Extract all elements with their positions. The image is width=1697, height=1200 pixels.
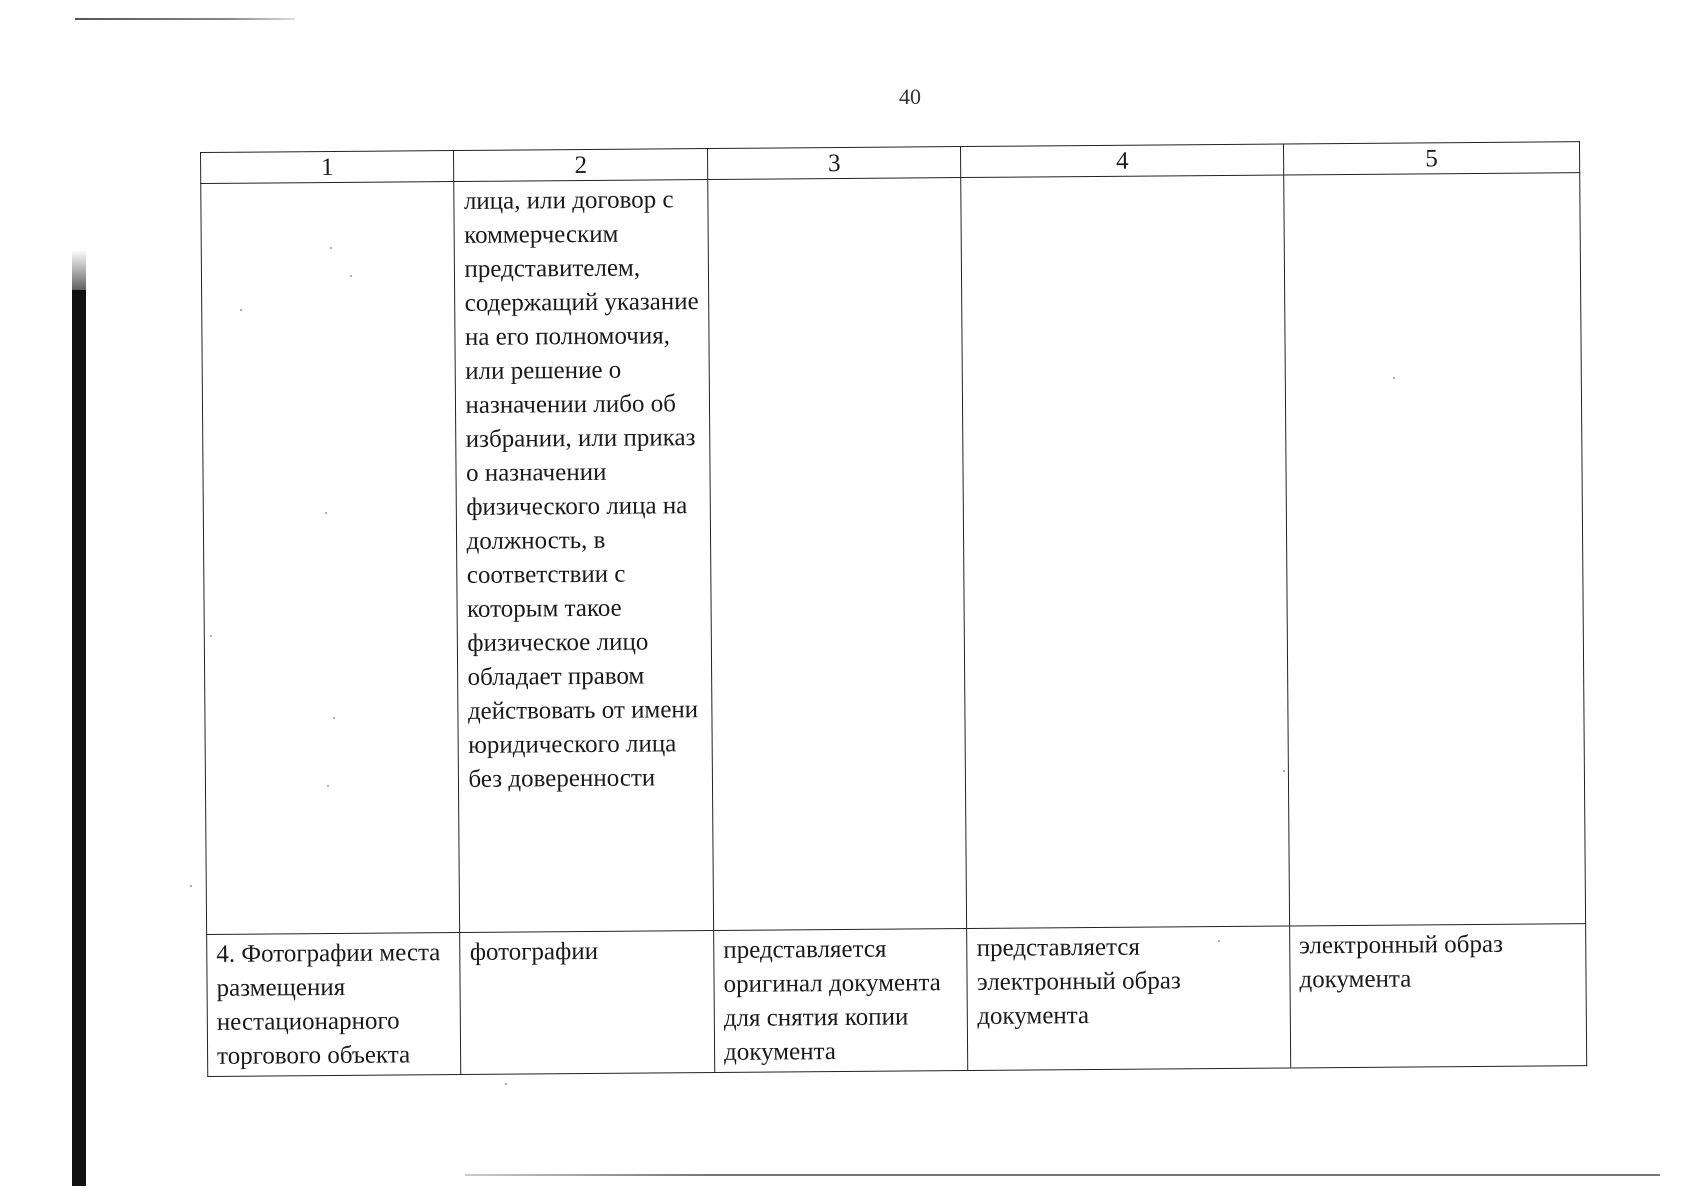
table-row xyxy=(207,924,1587,1077)
top-scan-rule xyxy=(75,18,295,20)
page-number: 40 xyxy=(899,84,921,109)
scan-speck xyxy=(350,275,352,277)
table-cell: представляется оригинал документа для снятия копии документа xyxy=(714,928,969,1072)
scan-speck xyxy=(190,885,192,887)
table-cell: фотографии xyxy=(460,930,715,1074)
scan-speck xyxy=(210,635,212,637)
scan-speck xyxy=(1283,770,1285,772)
document-table xyxy=(200,141,1587,1077)
scan-speck xyxy=(505,1083,507,1085)
column-header: 5 xyxy=(1283,142,1579,175)
table-cell: представляется электронный образ документа xyxy=(967,926,1291,1071)
scan-speck xyxy=(1218,940,1220,942)
column-header: 1 xyxy=(201,151,455,184)
table-row xyxy=(201,173,1586,935)
table-cell xyxy=(961,175,1289,929)
table-cell: электронный образ документа xyxy=(1290,924,1587,1068)
table-cell xyxy=(1284,173,1586,926)
table-cell: лица, или договор с коммерческим представителем, содержащий указание на его полномочия, или решение о назначении либо об избрании, или приказ о назначении физического лица на должность, в соответствии с которым такое физическое лицо обладает правом действовать от имени юридического лица без доверенности xyxy=(454,180,713,933)
scan-speck xyxy=(333,717,335,719)
scan-speck xyxy=(240,309,242,311)
column-header: 2 xyxy=(454,149,708,182)
table-cell xyxy=(708,178,967,931)
scan-speck xyxy=(325,512,327,514)
column-header: 4 xyxy=(961,144,1284,178)
scan-speck xyxy=(1393,377,1395,379)
column-header: 3 xyxy=(707,147,961,180)
table-cell: 4. Фотографии места размещения нестационарного торгового объекта xyxy=(207,932,462,1076)
bottom-scan-rule xyxy=(465,1174,1660,1176)
table-cell xyxy=(201,182,460,935)
scan-speck xyxy=(327,785,329,787)
left-scan-edge xyxy=(72,290,86,1186)
scan-speck xyxy=(330,247,332,249)
